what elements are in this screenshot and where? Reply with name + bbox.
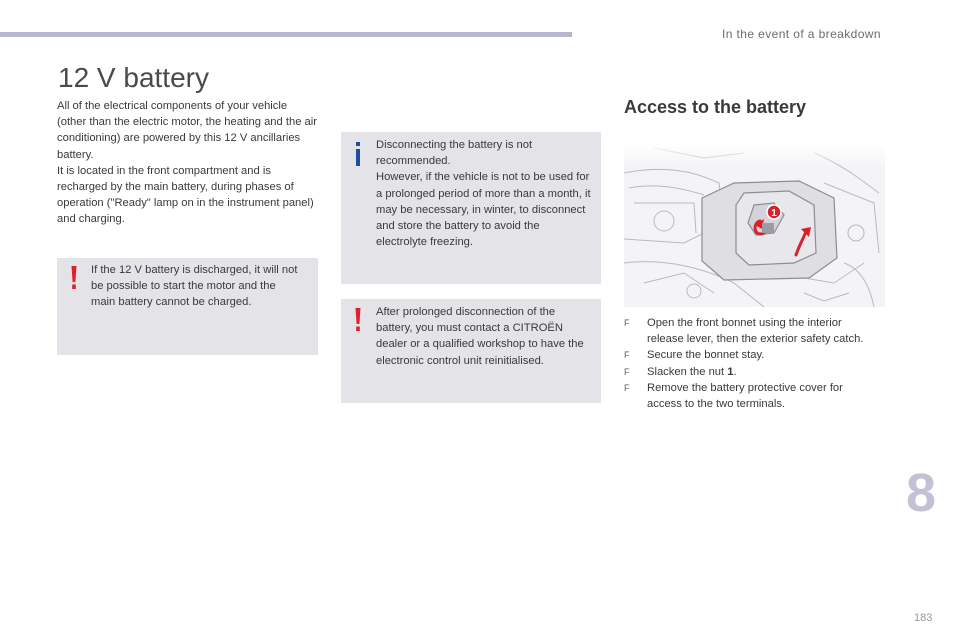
section-header: In the event of a breakdown xyxy=(722,27,881,41)
battery-location-diagram xyxy=(624,143,885,307)
access-steps-list xyxy=(624,315,874,412)
chapter-number: 8 xyxy=(906,463,937,523)
step-text: Secure the bonnet stay. xyxy=(647,349,765,362)
access-section-title: Access to the battery xyxy=(624,97,807,117)
warning-text: After prolonged disconnection of the battery, you must contact a CITROËN dealer or a qualified workshop to have the electronic control unit reinitialised. xyxy=(376,306,584,367)
info-i-icon xyxy=(353,142,363,166)
step-bullet-icon: F xyxy=(624,318,630,328)
intro-text xyxy=(57,98,319,228)
list-item xyxy=(624,364,874,380)
header-accent-bar xyxy=(0,32,572,37)
list-item xyxy=(624,347,874,363)
list-item xyxy=(624,315,874,347)
step-text-end: . xyxy=(733,365,737,378)
step-bullet-icon: F xyxy=(624,366,630,377)
intro-paragraph-1: All of the electrical components of your vehicle (other than the electric motor, the heating and the air conditioning) are powered by this 12 V ancillaries battery. xyxy=(57,100,317,161)
page-title: 12 V battery xyxy=(58,62,209,93)
warning-text: If the 12 V battery is discharged, it will not be possible to start the motor and the main battery cannot be charged. xyxy=(91,264,298,309)
warning-exclamation-icon xyxy=(69,266,79,290)
step-text: Slacken the nut xyxy=(647,365,728,378)
info-note-disconnect xyxy=(341,132,601,284)
warning-note-reinitialise xyxy=(341,299,601,403)
info-text-line-1: Disconnecting the battery is not recommended. xyxy=(376,139,533,168)
intro-paragraph-2: It is located in the front compartment and is recharged by the main battery, during phases of operation ("Ready" lamp on in the instrument panel) and charging. xyxy=(57,164,314,226)
step-bullet-icon: F xyxy=(624,382,630,393)
info-text-line-2: However, if the vehicle is not to be used for a prolonged period of more than a month, it may be necessary, in winter, to disconnect and store the battery to avoid the electrolyte freezing. xyxy=(376,171,591,249)
list-item xyxy=(624,380,874,412)
warning-exclamation-icon xyxy=(353,308,363,332)
step-bullet-icon: F xyxy=(624,350,630,361)
step-text: Remove the battery protective cover for access to the two terminals. xyxy=(647,381,843,411)
warning-note-discharged xyxy=(57,258,318,355)
step-nut-number: 1 xyxy=(727,365,734,378)
step-text: Open the front bonnet using the interior release lever, then the exterior safety catch. xyxy=(647,317,864,346)
page-number: 183 xyxy=(914,612,933,624)
